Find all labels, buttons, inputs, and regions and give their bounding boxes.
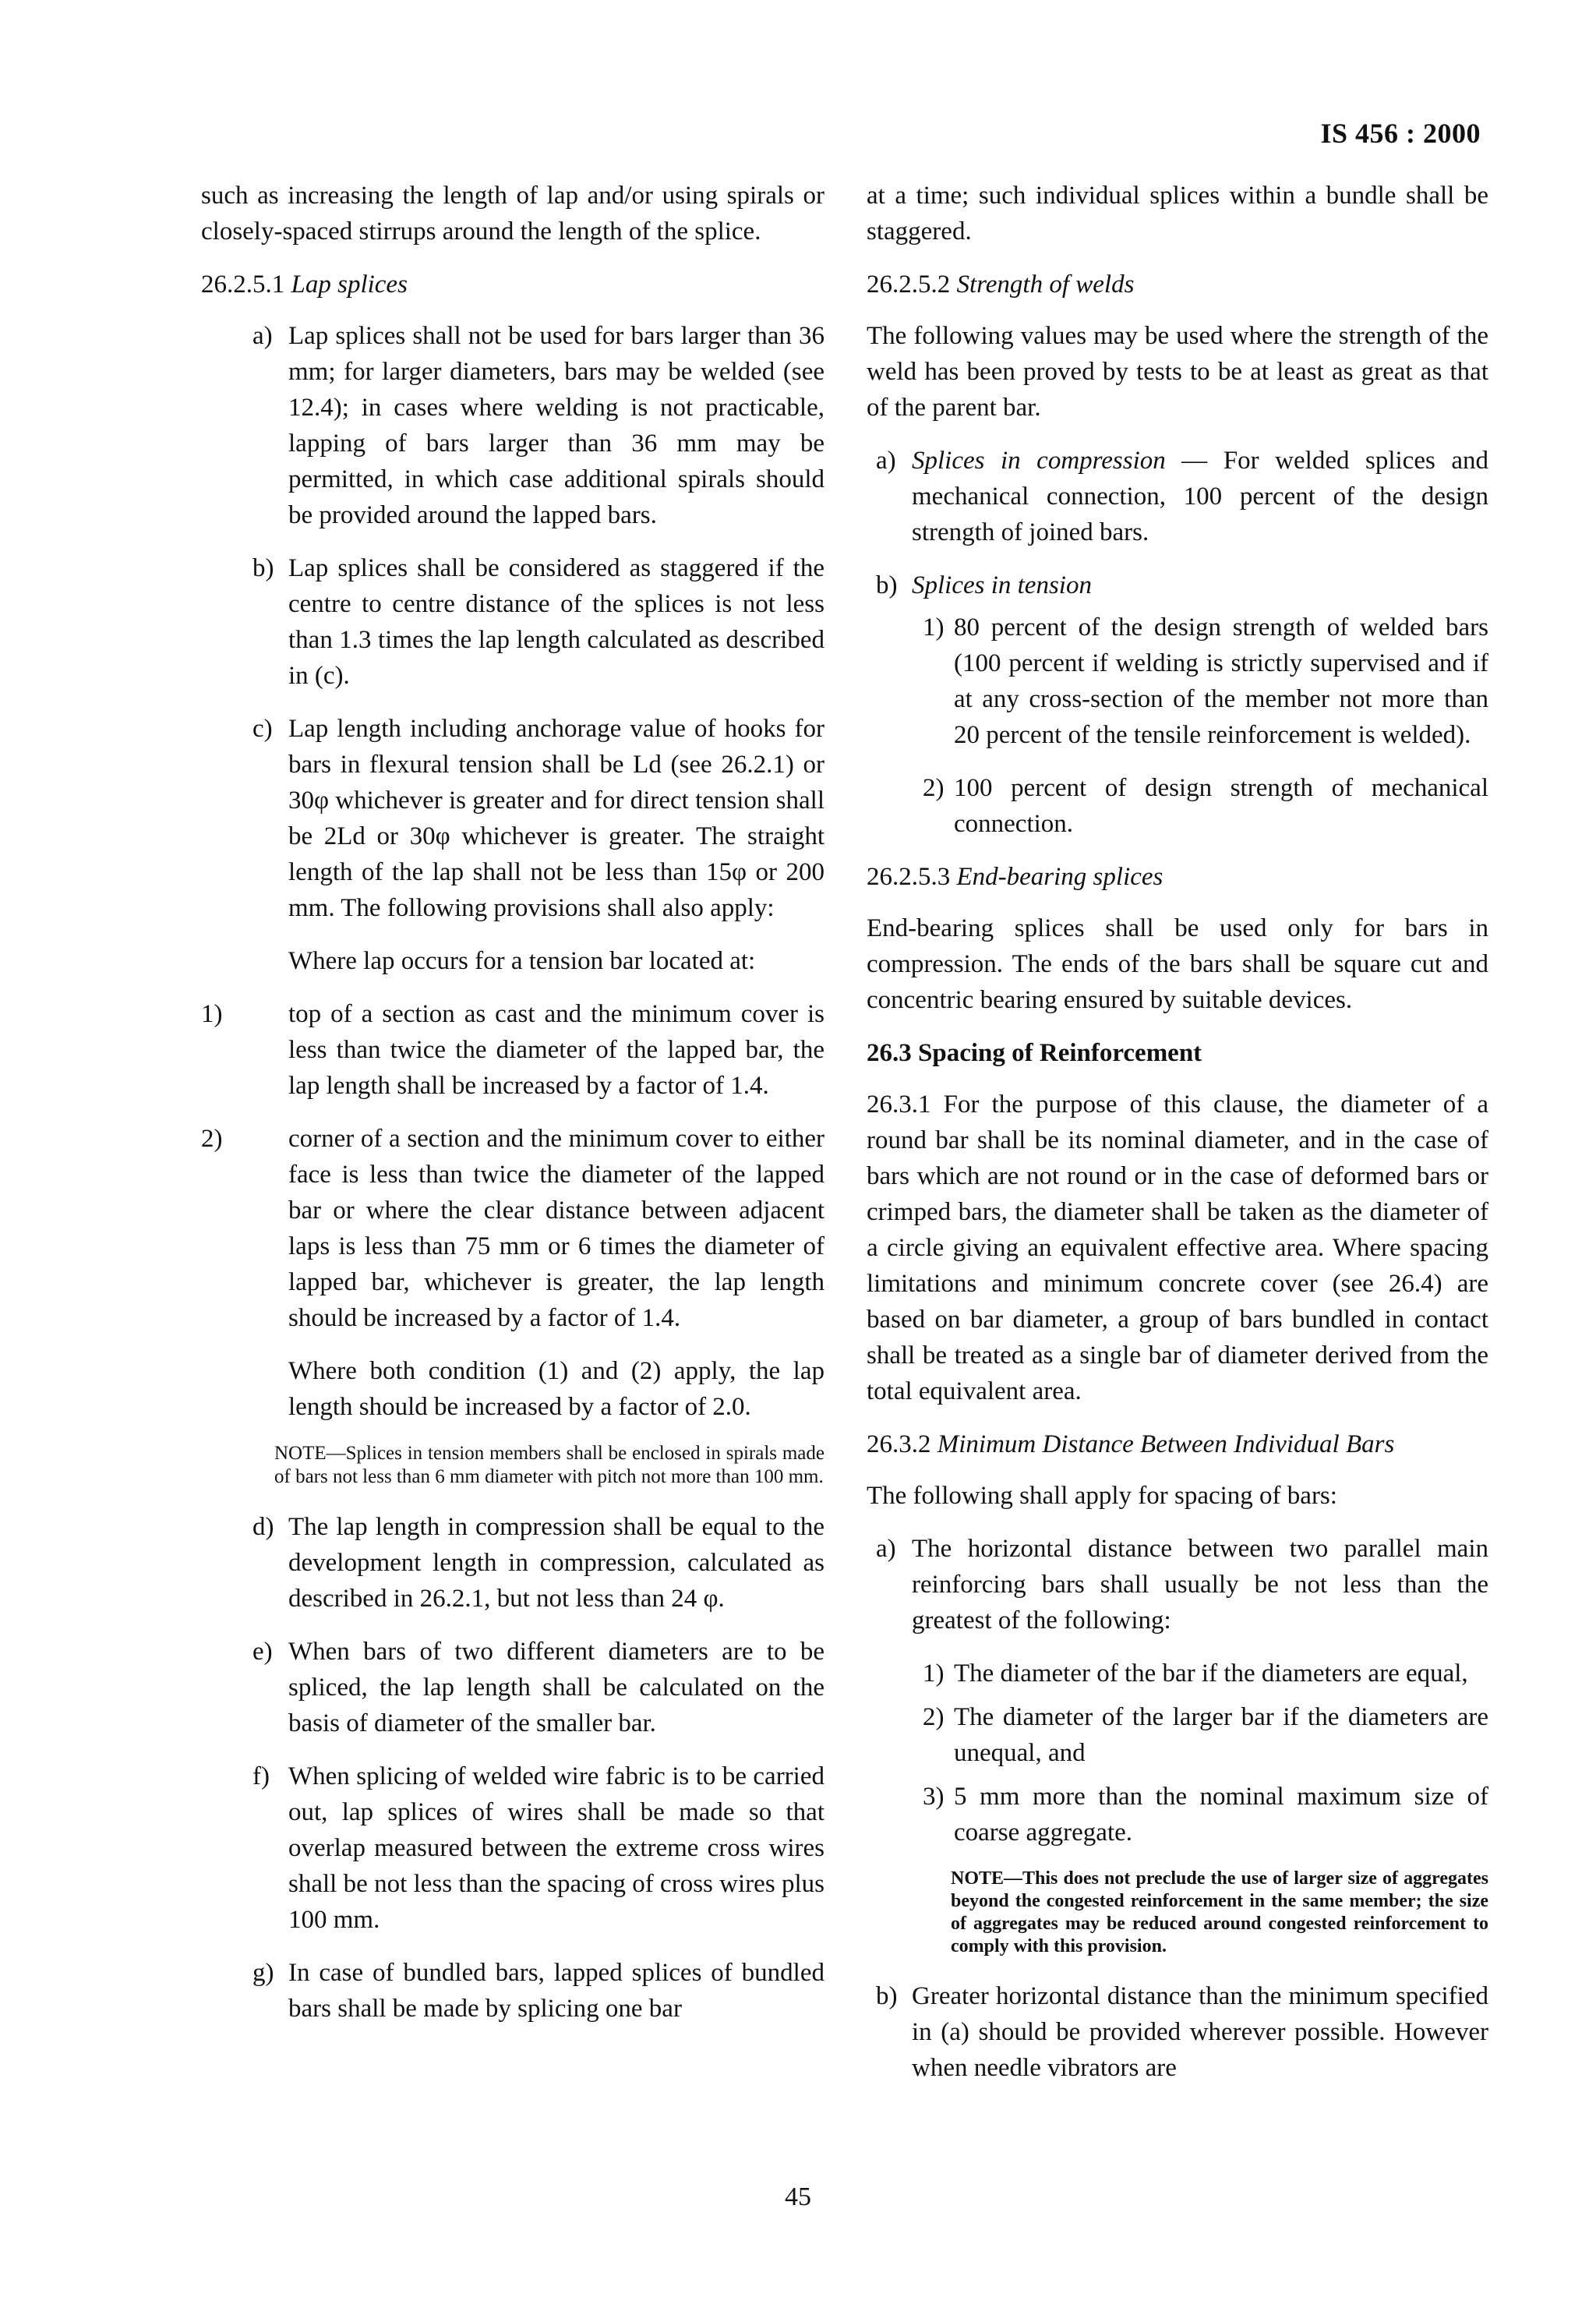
left-column [201, 178, 824, 2044]
list-item-a: a) Lap splices shall not be used for bars larger than 36 mm; for larger diameters, bars may be welded (see 12.4); in cases where welding is not practicable, lapping of bars larger than 36 mm may be permitted, in which case additional spirals should be provided around the lapped bars. [252, 322, 824, 529]
weld-sub-item-1: 1) 80 percent of the design strength of welded bars (100 percent if welding is strictly supervised and if at any cross-section of the member not more than 20 percent of the tensile reinforcement is welded). [923, 613, 1488, 749]
sub-item-2: 2) corner of a section and the minimum cover to either face is less than twice the diameter of the lapped bar or where the clear distance between adjacent laps is less than 75 mm or 6 times the diameter of lapped bar, whichever is greater, the lap length should be increased by a factor of 1.4. [201, 1125, 824, 1332]
end-bearing-text: End-bearing splices shall be used only for bars in compression. The ends of the bars shall be square cut and concentric bearing ensured by suitable devices. [867, 914, 1488, 1014]
bundle-continuation-text: at a time; such individual splices within a bundle shall be staggered. [867, 182, 1488, 246]
sub-item-1: 1) top of a section as cast and the minimum cover is less than twice the diameter of the lapped bar, the lap length shall be increased by a factor of 1.4. [201, 1000, 824, 1100]
weld-item-a: a) Splices in compression — For welded splices and mechanical connection, 100 percent of the design strength of joined bars. [876, 447, 1488, 546]
right-column [867, 178, 1488, 2103]
weld-strength-text: The following values may be used where the strength of the weld has been proved by tests to be at least as great as that of the parent bar. [867, 322, 1488, 422]
list-item-d: d) The lap length in compression shall be equal to the development length in compression, calculated as described in 26.2.1, but not less than 24 φ. [252, 1513, 824, 1613]
list-item-g: g) In case of bundled bars, lapped splices of bundled bars shall be made by splicing one bar [252, 1959, 824, 2023]
clause-26-3-1-text: 26.3.1 For the purpose of this clause, the diameter of a round bar shall be its nominal diameter, and in the case of bars which are not round or in the case of deformed bars or crimped bars, the diameter shall be taken as the diameter of a circle giving an equivalent effective area. Where spacing limitations and minimum concrete cover (see 26.4) are based on bar diameter, a group of bars bundled in contact shall be treated as a single bar of diameter derived from the total equivalent area. [867, 1090, 1488, 1405]
weld-sub-item-2: 2) 100 percent of design strength of mechanical connection. [923, 774, 1488, 838]
page-number: 45 [785, 2182, 811, 2211]
standard-code-header: IS 456 : 2000 [1320, 118, 1481, 149]
clause-26-3-2-heading: 26.3.2 Minimum Distance Between Individual Bars [867, 1430, 1395, 1458]
tension-splice-note: NOTE—Splices in tension members shall be enclosed in spirals made of bars not less than 6 mm diameter with pitch not more than 100 mm. [274, 1443, 824, 1487]
clause-26-2-5-2-heading: 26.2.5.2 Strength of welds [867, 270, 1135, 299]
spacing-item-b: b) Greater horizontal distance than the minimum specified in (a) should be provided wherever possible. However when needle vibrators are [876, 1982, 1488, 2082]
spacing-sub-item-1: 1) The diameter of the bar if the diameters are equal, [923, 1659, 1468, 1688]
spacing-sub-item-3: 3) 5 mm more than the nominal maximum size of coarse aggregate. [923, 1783, 1488, 1847]
list-item-b: b) Lap splices shall be considered as staggered if the centre to centre distance of the splices is not less than 1.3 times the lap length calculated as described in (c). [252, 554, 824, 690]
aggregate-note: NOTE—This does not preclude the use of larger size of aggregates beyond the congested reinforcement in the same member; the size of aggregates may be reduced around congested reinforcement to comply with this provision. [951, 1868, 1488, 1956]
clause-26-2-5-1-heading: 26.2.5.1 Lap splices [201, 270, 408, 299]
spacing-item-a: a) The horizontal distance between two parallel main reinforcing bars shall usually be not less than the greatest of the following: [876, 1535, 1488, 1635]
spacing-intro-text: The following shall apply for spacing of bars: [867, 1482, 1337, 1510]
where-lap-occurs-text: Where lap occurs for a tension bar located at: [288, 947, 756, 975]
weld-item-b: b) Splices in tension [876, 571, 1092, 599]
both-conditions-text: Where both condition (1) and (2) apply, the lap length should be increased by a factor of 2.0. [288, 1357, 824, 1421]
clause-26-2-5-3-heading: 26.2.5.3 End-bearing splices [867, 863, 1163, 891]
list-item-c: c) Lap length including anchorage value of hooks for bars in flexural tension shall be Ld (see 26.2.1) or 30φ whichever is greater and for direct tension shall be 2Ld or 30φ whichever is greater. The straight length of the lap shall not be less than 15φ or 200 mm. The following provisions shall also apply: [252, 715, 824, 922]
intro-paragraph: such as increasing the length of lap and/or using spirals or closely-spaced stirrups around the length of the splice. [201, 182, 824, 246]
list-item-f: f) When splicing of welded wire fabric is to be carried out, lap splices of wires shall be made so that overlap measured between the extreme cross wires shall be not less than the spacing of cross wires plus 100 mm. [252, 1762, 824, 1934]
list-item-e: e) When bars of two different diameters are to be spliced, the lap length shall be calculated on the basis of diameter of the smaller bar. [252, 1638, 824, 1737]
clause-26-3-heading: 26.3 Spacing of Reinforcement [867, 1039, 1202, 1067]
spacing-sub-item-2: 2) The diameter of the larger bar if the diameters are unequal, and [923, 1703, 1488, 1767]
